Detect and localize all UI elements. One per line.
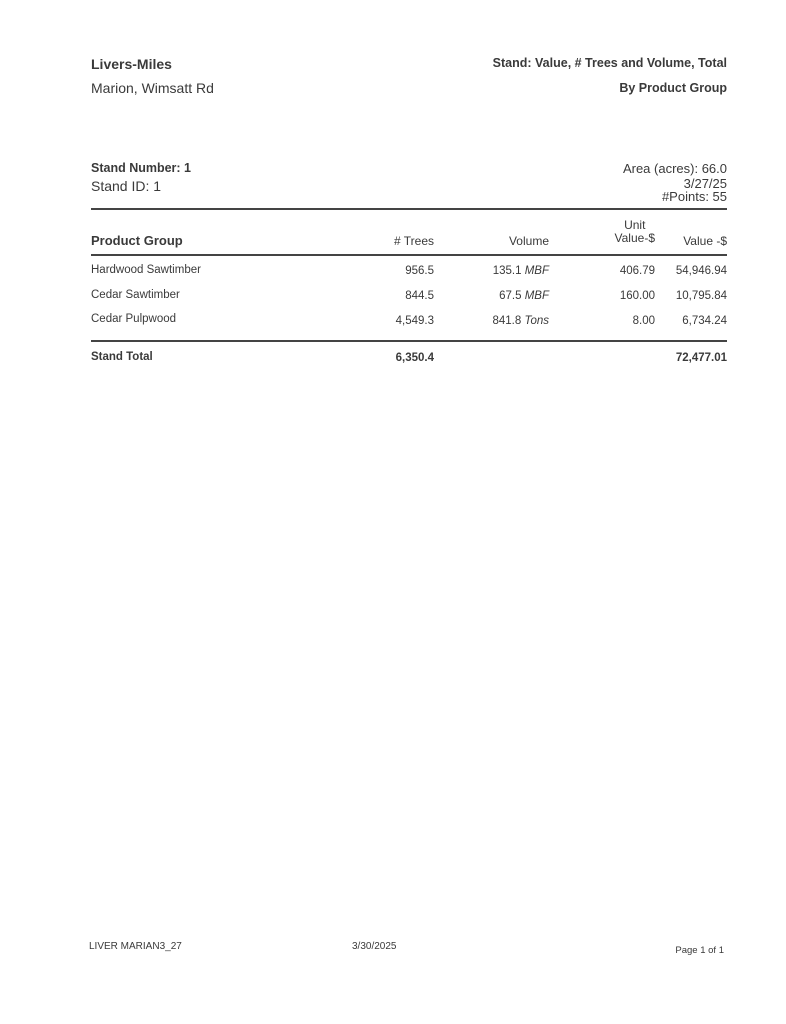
footer-file-name: LIVER MARIAN3_27 (89, 941, 182, 952)
client-name: Livers-Miles (91, 56, 172, 72)
row-unit-value: 160.00 (619, 290, 655, 302)
row-trees: 956.5 (405, 265, 434, 277)
stand-id: Stand ID: 1 (91, 178, 162, 194)
row-trees: 4,549.3 (395, 315, 434, 327)
row-value: 6,734.24 (682, 315, 727, 327)
row-product: Hardwood Sawtimber (91, 264, 201, 276)
stand-date: 3/27/25 (683, 176, 727, 191)
header-trees: # Trees (393, 234, 434, 248)
header-divider (91, 208, 727, 210)
row-volume (493, 315, 550, 327)
footer-page-number: Page 1 of 1 (675, 945, 724, 956)
row-trees: 844.5 (405, 290, 434, 302)
row-value: 10,795.84 (675, 290, 727, 302)
row-volume (493, 265, 549, 277)
row-volume-unit: Tons (524, 315, 549, 327)
row-volume-unit: MBF (524, 265, 549, 277)
report-title: Stand: Value, # Trees and Volume, Total (492, 56, 727, 70)
header-value: Value -$ (683, 234, 727, 248)
row-volume-value: 841.8 (492, 315, 522, 327)
row-product: Cedar Pulpwood (91, 313, 177, 325)
row-unit-value: 8.00 (632, 315, 655, 327)
row-unit-value: 406.79 (619, 265, 655, 277)
report-subtitle: By Product Group (619, 81, 727, 95)
row-volume-value: 135.1 (492, 265, 522, 277)
row-volume (499, 290, 549, 302)
stand-points: #Points: 55 (661, 189, 727, 204)
header-volume: Volume (508, 234, 549, 248)
table-header-divider (91, 254, 727, 256)
row-volume-value: 67.5 (499, 290, 522, 302)
row-volume-unit: MBF (524, 290, 549, 302)
header-unit-value-line2: Value-$ (614, 231, 655, 245)
stand-area: Area (acres): 66.0 (622, 161, 727, 176)
total-value: 72,477.01 (675, 352, 727, 364)
total-label: Stand Total (91, 351, 153, 363)
stand-number: Stand Number: 1 (91, 161, 192, 175)
footer-print-date: 3/30/2025 (352, 941, 397, 952)
header-unit-value (615, 219, 655, 245)
header-unit-value-line1: Unit (624, 218, 646, 232)
header-product-group: Product Group (91, 233, 183, 248)
total-divider (91, 340, 727, 342)
row-product: Cedar Sawtimber (91, 289, 180, 301)
total-trees: 6,350.4 (395, 352, 434, 364)
row-value: 54,946.94 (675, 265, 727, 277)
location: Marion, Wimsatt Rd (91, 80, 214, 96)
